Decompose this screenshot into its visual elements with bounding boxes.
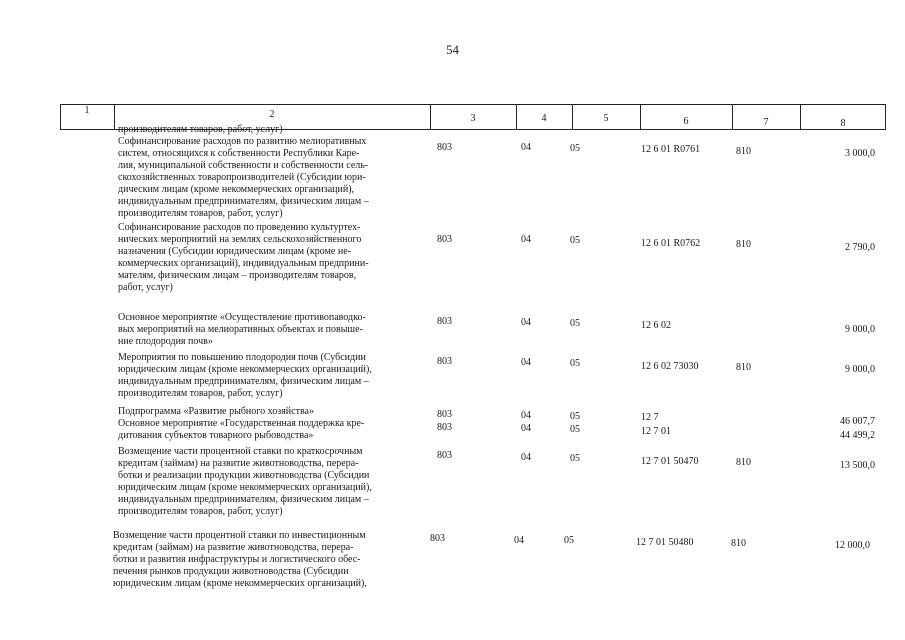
row-code-3: 803 bbox=[437, 450, 452, 461]
header-col-2: 2 bbox=[269, 109, 275, 120]
row-code-6: 12 7 01 50470 bbox=[641, 456, 699, 467]
row-code-7: 810 bbox=[736, 457, 751, 468]
row-code-4: 04 bbox=[521, 410, 531, 421]
row-description: Основное мероприятие «Государственная поддержка кре- дитования субъектов товарного рыбоводства» bbox=[118, 418, 365, 441]
row-code-6: 12 6 01 R0761 bbox=[641, 144, 701, 155]
row-amount: 13 500,0 bbox=[840, 460, 875, 471]
row-code-6: 12 6 02 bbox=[641, 320, 671, 331]
row-code-6: 12 7 bbox=[641, 412, 659, 423]
header-col-1: 1 bbox=[84, 105, 90, 116]
row-code-3: 803 bbox=[437, 422, 452, 433]
row-amount: 9 000,0 bbox=[845, 364, 875, 375]
row-amount: 46 007,7 bbox=[840, 416, 875, 427]
row-code-3: 803 bbox=[430, 533, 445, 544]
row-code-4: 04 bbox=[521, 317, 531, 328]
row-code-7: 810 bbox=[736, 239, 751, 250]
row-description: Возмещение части процентной ставки по краткосрочным кредитам (займам) на развитие животноводства, перера- ботки и реализации продукции животноводства (Субсидии юридическим лицам (кроме некоммерческих организаций), индивидуальным предпринимателям, физическим лицам – производителям товаров, работ, услуг) bbox=[118, 446, 372, 517]
row-code-5: 05 bbox=[570, 411, 580, 422]
row-code-5: 05 bbox=[570, 453, 580, 464]
row-amount: 9 000,0 bbox=[845, 324, 875, 335]
row-code-6: 12 6 02 73030 bbox=[641, 361, 699, 372]
row-code-4: 04 bbox=[521, 142, 531, 153]
row-amount: 3 000,0 bbox=[845, 148, 875, 159]
row-amount: 2 790,0 bbox=[845, 242, 875, 253]
row-code-3: 803 bbox=[437, 409, 452, 420]
row-description: Основное мероприятие «Осуществление противопаводко- вых мероприятий на мелиоративных объектах и повыше- ние плодородия почв» bbox=[118, 312, 366, 347]
row-amount: 44 499,2 bbox=[840, 430, 875, 441]
page-number: 54 bbox=[446, 42, 459, 57]
row-description: Софинансирование расходов по проведению культуртех- нических мероприятий на землях сельскохозяйственного назначения (Субсидии юридическим лицам (кроме не- коммерческих организаций), индивидуальным предприни- мателям, физическим лицам – производителям товаров, работ, услуг) bbox=[118, 222, 369, 293]
row-code-3: 803 bbox=[437, 316, 452, 327]
row-code-4: 04 bbox=[521, 234, 531, 245]
header-col-4: 4 bbox=[541, 113, 547, 124]
leading-text: производителям товаров, работ, услуг) bbox=[118, 124, 283, 135]
row-code-5: 05 bbox=[570, 143, 580, 154]
row-code-3: 803 bbox=[437, 142, 452, 153]
header-col-5: 5 bbox=[603, 113, 609, 124]
row-code-6: 12 7 01 bbox=[641, 426, 671, 437]
header-col-7: 7 bbox=[763, 117, 769, 128]
row-code-3: 803 bbox=[437, 356, 452, 367]
row-code-4: 04 bbox=[514, 535, 524, 546]
header-col-3: 3 bbox=[470, 113, 476, 124]
row-code-4: 04 bbox=[521, 423, 531, 434]
row-code-7: 810 bbox=[731, 538, 746, 549]
row-amount: 12 000,0 bbox=[835, 540, 870, 551]
header-col-6: 6 bbox=[683, 116, 689, 127]
row-description: Мероприятия по повышению плодородия почв (Субсидии юридическим лицам (кроме некоммерческих организаций), индивидуальным предпринимателям, физическим лицам – производителям товаров, работ, услуг) bbox=[118, 352, 372, 399]
header-col-8: 8 bbox=[840, 118, 846, 129]
row-description: Подпрограмма «Развитие рыбного хозяйства» bbox=[118, 406, 314, 417]
row-code-6: 12 7 01 50480 bbox=[636, 537, 694, 548]
row-code-4: 04 bbox=[521, 452, 531, 463]
row-code-5: 05 bbox=[570, 235, 580, 246]
row-code-7: 810 bbox=[736, 146, 751, 157]
row-code-6: 12 6 01 R0762 bbox=[641, 238, 701, 249]
row-code-3: 803 bbox=[437, 234, 452, 245]
row-description: Софинансирование расходов по развитию мелиоративных систем, относящихся к собственности Республики Каре- лия, муниципальной собственности и собственности сель- скохозяйственных товаропроизводителей (Субсидии юри- дическим лицам (кроме некоммерческих организаций), индивидуальным предпринимателям, физическим лицам – производителям товаров, работ, услуг) bbox=[118, 136, 369, 219]
header-top-border bbox=[60, 104, 886, 105]
row-code-5: 05 bbox=[564, 535, 574, 546]
row-description: Возмещение части процентной ставки по инвестиционным кредитам (займам) на развитие животноводства, перера- ботки и развития инфраструктуры и логистического обес- печения рынков продукции животноводства (Субсидии юридическим лицам (кроме некоммерческих организаций), bbox=[113, 530, 367, 589]
row-code-5: 05 bbox=[570, 318, 580, 329]
row-code-5: 05 bbox=[570, 424, 580, 435]
row-code-5: 05 bbox=[570, 358, 580, 369]
row-code-7: 810 bbox=[736, 362, 751, 373]
row-code-4: 04 bbox=[521, 357, 531, 368]
